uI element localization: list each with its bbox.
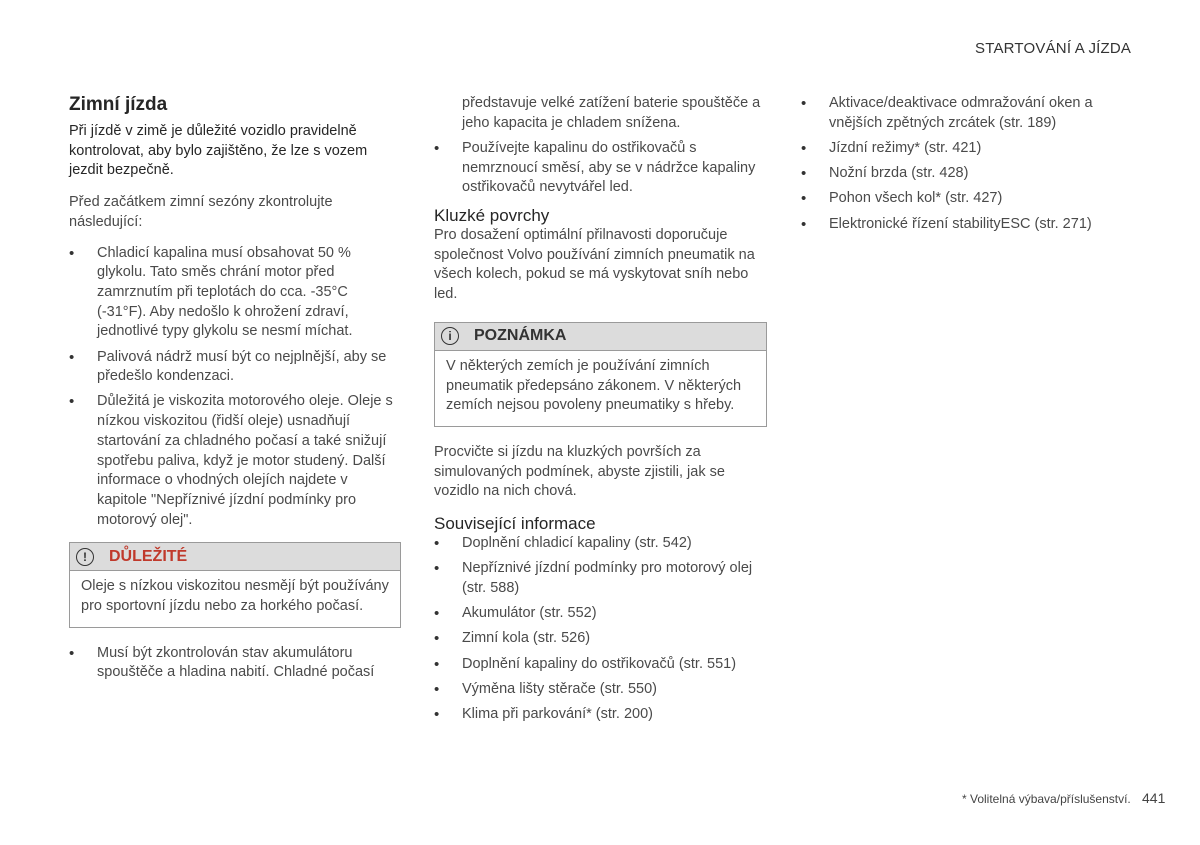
- practice-text: Procvičte si jízdu na kluzkých površích za simulovaných podmínek, abyste zjistili, jak se vozidlo na nich chová.: [434, 443, 725, 500]
- intro-text: Při jízdě v zimě je důležité vozidlo pravidelně kontrolovat, aby bylo zajištěno, že lze s vozem jezdit bezpečně.: [69, 123, 368, 179]
- related-link[interactable]: • Klima při parkování* (str. 200): [434, 705, 767, 725]
- related-list: [434, 534, 767, 725]
- related-link[interactable]: • Nožní brzda (str. 428): [801, 164, 1131, 184]
- footnote: * Volitelná výbava/příslušenství.: [962, 792, 1131, 806]
- exclamation-circle-icon: !: [76, 548, 94, 566]
- important-header: [70, 543, 400, 571]
- slippery-text: Pro dosažení optimální přilnavosti doporučuje společnost Volvo používání zimních pneumatik na všech kolech, pokud se má vyskytovat sníh nebo led.: [434, 227, 755, 303]
- related-list-continued: [801, 94, 1131, 234]
- important-text: Oleje s nízkou viskozitou nesmějí být používány pro sportovní jízdu nebo za horkého počasí.: [81, 578, 389, 615]
- section-header: STARTOVÁNÍ A JÍZDA: [975, 40, 1132, 57]
- related-link[interactable]: • Výměna lišty stěrače (str. 550): [434, 680, 767, 700]
- note-text: V některých zemích je používání zimních pneumatik předepsáno zákonem. V některých zemích nejsou povoleny pneumatiky s hřeby.: [446, 357, 742, 414]
- checklist-continued: [69, 644, 401, 683]
- list-item-continuation: představuje velké zatížení baterie spouštěče a jeho kapacita je chladem snížena.: [462, 95, 761, 131]
- section-title-slippery: Kluzké povrchy: [434, 206, 550, 226]
- note-box: [434, 322, 767, 427]
- related-link[interactable]: • Aktivace/deaktivace odmražování oken a vnějších zpětných zrcátek (str. 189): [801, 94, 1131, 133]
- checklist: [69, 244, 401, 531]
- info-circle-icon: i: [441, 327, 459, 345]
- section-title-related: Související informace: [434, 514, 596, 534]
- checklist-intro: Před začátkem zimní sezóny zkontrolujte následující:: [69, 194, 333, 230]
- related-link[interactable]: • Zimní kola (str. 526): [434, 629, 767, 649]
- column-middle: [434, 94, 767, 730]
- related-link[interactable]: • Akumulátor (str. 552): [434, 604, 767, 624]
- list-item: • Palivová nádrž musí být co nejplnější, aby se předešlo kondenzaci.: [69, 348, 401, 387]
- column-right: [801, 94, 1131, 240]
- column-left: [69, 94, 401, 689]
- page-title: Zimní jízda: [69, 94, 168, 115]
- related-link[interactable]: • Jízdní režimy* (str. 421): [801, 139, 1131, 159]
- related-link[interactable]: • Pohon všech kol* (str. 427): [801, 189, 1131, 209]
- related-link[interactable]: • Doplnění kapaliny do ostřikovačů (str. 551): [434, 655, 767, 675]
- list-item: • Používejte kapalinu do ostřikovačů s nemrznoucí směsí, aby se v nádržce kapaliny ostřikovačů nevytvářel led.: [434, 139, 767, 198]
- list-item: • Chladicí kapalina musí obsahovat 50 % glykolu. Tato směs chrání motor před zamrznutím při teplotách do cca. -35°C (-31°F). Aby nedošlo k ohrožení zdraví, jednotlivé typy glykolu se nesmí míchat.: [69, 244, 401, 343]
- note-label: POZNÁMKA: [474, 327, 567, 345]
- related-link[interactable]: • Elektronické řízení stabilityESC (str. 271): [801, 215, 1131, 235]
- related-link[interactable]: • Doplnění chladicí kapaliny (str. 542): [434, 534, 767, 554]
- related-link[interactable]: • Nepříznivé jízdní podmínky pro motorový olej (str. 588): [434, 559, 767, 598]
- page-number: 441: [1142, 790, 1166, 806]
- list-item: • Musí být zkontrolován stav akumulátoru spouštěče a hladina nabití. Chladné počasí: [69, 644, 401, 683]
- important-label: DŮLEŽITÉ: [109, 547, 188, 565]
- list-item: • Důležitá je viskozita motorového oleje. Oleje s nízkou viskozitou (řidší oleje) usnadňují startování za chladného počasí a také snižují spotřebu paliva, když je motor studený. Další informace o vhodných olejích najdete v kapitole "Nepříznivé jízdní podmínky pro motorový olej".: [69, 392, 401, 530]
- note-header: [435, 323, 766, 351]
- important-box: [69, 542, 401, 627]
- checklist-continued: [434, 94, 767, 198]
